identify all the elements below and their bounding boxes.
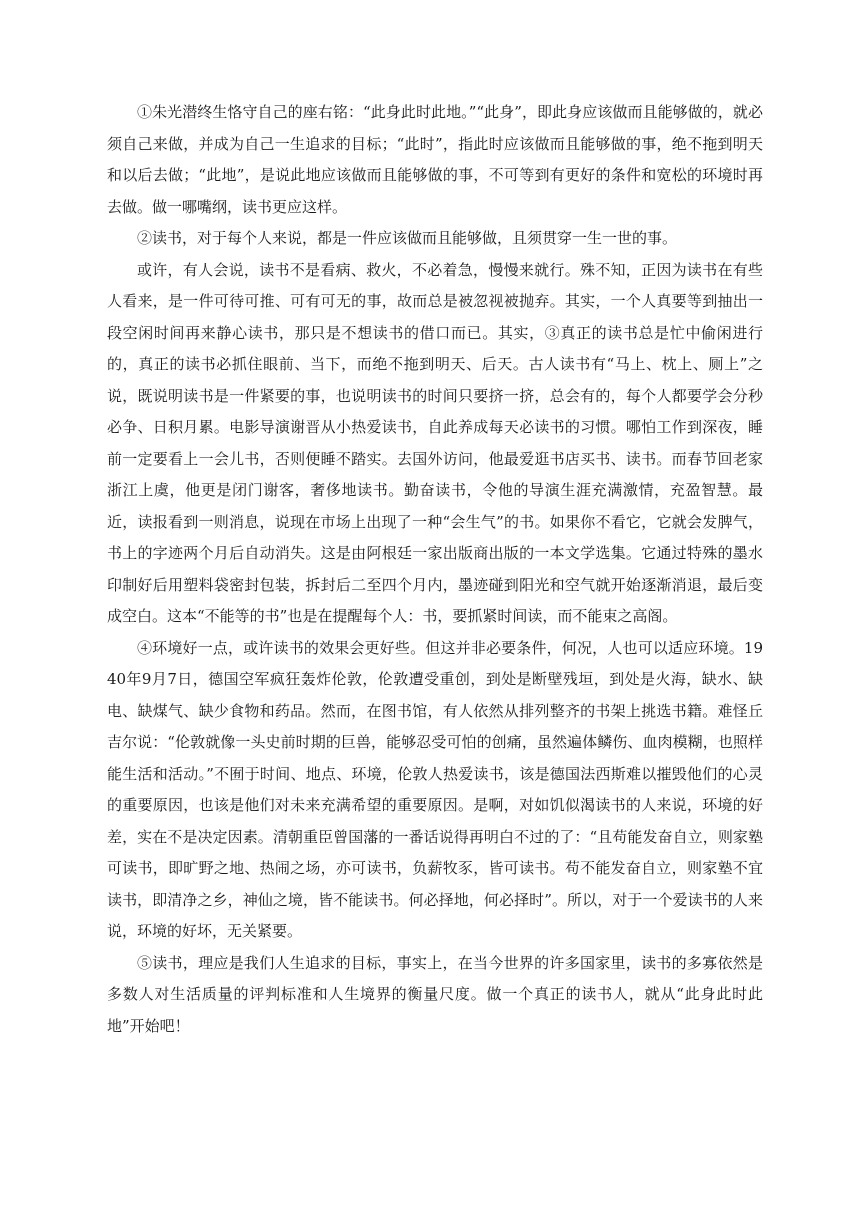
article-body	[107, 97, 763, 1042]
paragraph-5: ⑤读书，理应是我们人生追求的目标，事实上，在当今世界的许多国家里，读书的多寡依然是多数人对生活质量的评判标准和人生境界的衡量尺度。做一个真正的读书人，就从“此身此时此地”开始吧！	[107, 953, 763, 1035]
paragraph-2: ②读书，对于每个人来说，都是一件应该做而且能够做，且须贯穿一生一世的事。	[137, 229, 678, 247]
paragraph-4: ④环境好一点，或许读书的效果会更好些。但这并非必要条件，何况，人也可以适应环境。1940年9月7日，德国空军疯狂轰炸伦敦，伦敦遭受重创，到处是断壁残垣，到处是火海，缺水、缺电、缺煤气、缺少食物和药品。然而，在图书馆，有人依然从排列整齐的书架上挑选书籍。难怪丘吉尔说：“伦敦就像一头史前时期的巨兽，能够忍受可怕的创痛，虽然遍体鳞伤、血肉模糊，也照样能生活和活动。”不囿于时间、地点、环境，伦敦人热爱读书，该是德国法西斯难以摧毁他们的心灵的重要原因，也该是他们对未来充满希望的重要原因。是啊，对如饥似渴读书的人来说，环境的好差，实在不是决定因素。清朝重臣曾国藩的一番话说得再明白不过的了：“且苟能发奋自立，则家塾可读书，即旷野之地、热闹之场，亦可读书，负薪牧豕，皆可读书。苟不能发奋自立，则家塾不宜读书，即清净之乡，神仙之境，皆不能读书。何必择地，何必择时”。所以，对于一个爱读书的人来说，环境的好坏，无关紧要。	[107, 638, 763, 940]
paragraph-3: 或许，有人会说，读书不是看病、救火，不必着急，慢慢来就行。殊不知，正因为读书在有些人看来，是一件可待可推、可有可无的事，故而总是被忽视被抛弃。其实，一个人真要等到抽出一段空闲时间再来静心读书，那只是不想读书的借口而已。其实，③真正的读书总是忙中偷闲进行的，真正的读书必抓住眼前、当下，而绝不拖到明天、后天。古人读书有“马上、枕上、厕上”之说，既说明读书是一件紧要的事，也说明读书的时间只要挤一挤，总会有的，每个人都要学会分秒必争、日积月累。电影导演谢晋从小热爱读书，自此养成每天必读书的习惯。哪怕工作到深夜，睡前一定要看上一会儿书，否则便睡不踏实。去国外访问，他最爱逛书店买书、读书。而春节回老家浙江上虞，他更是闭门谢客，奢侈地读书。勤奋读书，令他的导演生涯充满激情，充盈智慧。最近，读报看到一则消息，说现在市场上出现了一种“会生气”的书。如果你不看它，它就会发脾气，书上的字迹两个月后自动消失。这是由阿根廷一家出版商出版的一本文学选集。它通过特殊的墨水印制好后用塑料袋密封包装，拆封后二至四个月内，墨迹碰到阳光和空气就开始逐渐消退，最后变成空白。这本“不能等的书”也是在提醒每个人：书，要抓紧时间读，而不能束之高阁。	[107, 260, 763, 625]
paragraph-1: ①朱光潜终生恪守自己的座右铭：“此身此时此地。”“此身”，即此身应该做而且能够做的，就必须自己来做，并成为自己一生追求的目标；“此时”，指此时应该做而且能够做的事，绝不拖到明天和以后去做；“此地”，是说此地应该做而且能够做的事，不可等到有更好的条件和宽松的环境时再去做。做一哪嘴纲，读书更应这样。	[107, 103, 763, 216]
